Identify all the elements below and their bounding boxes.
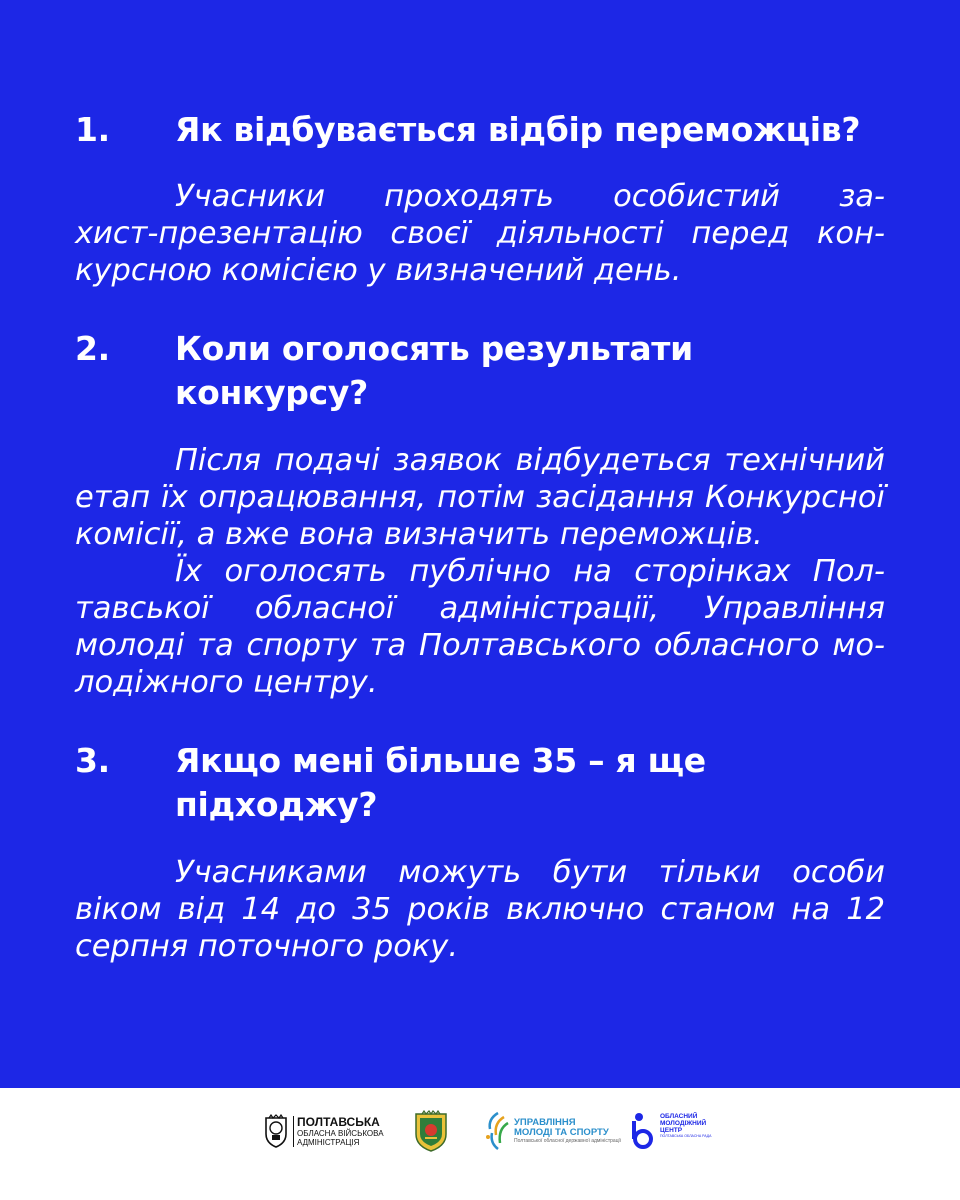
answer-line: молоді та спорту та Полтавського обласного мо-: [75, 628, 885, 663]
answer-line: лодіжного центру.: [75, 665, 378, 700]
logo-4-title-3: ЦЕНТР: [660, 1126, 683, 1134]
answer-line: комісії, а вже вона визначить переможців.: [75, 517, 763, 552]
answer-line: Учасники проходять особистий за-: [175, 179, 885, 214]
faq-question-2: [75, 327, 885, 415]
poltava-administration-logo: [263, 1106, 384, 1156]
youth-sport-department-logo: [484, 1106, 621, 1156]
answer-line: віком від 14 до 35 років включно станом на 12: [75, 892, 885, 927]
logo-4-title-2: МОЛОДІЖНИЙ: [660, 1119, 707, 1127]
answer-line: етап їх опрацювання, потім засідання Конкурсної: [75, 480, 885, 515]
logo-1-subtitle-2: АДМІНІСТРАЦІЯ: [297, 1137, 360, 1147]
answer-line: хист-презентацію своєї діяльності перед кон-: [75, 216, 885, 251]
faq-question-3: [75, 739, 885, 827]
regional-coat-of-arms-icon: [414, 1110, 448, 1152]
answer-line: Учасниками можуть бути тільки особи: [175, 855, 885, 890]
faq-answer-1: [75, 178, 885, 289]
answer-line: Їх оголосять публічно на сторінках Пол-: [175, 554, 885, 589]
youth-center-icon: [630, 1111, 658, 1151]
faq-question-text-1: Як відбувається відбір переможців?: [175, 110, 861, 149]
faq-number-3: 3.: [75, 741, 110, 780]
faq-answer-3: [75, 854, 885, 965]
logo-1-title: ПОЛТАВСЬКА: [297, 1114, 380, 1129]
faq-answer-2: [75, 442, 885, 701]
answer-line: серпня поточного року.: [75, 929, 459, 964]
answer-line: курсною комісією у визначений день.: [75, 253, 682, 288]
footer-logos: [0, 1088, 960, 1200]
answer-line: тавської обласної адміністрації, Управління: [75, 591, 885, 626]
youth-sport-swirl-icon: [484, 1111, 512, 1151]
faq-question-1: [75, 108, 885, 152]
faq-number-1: 1.: [75, 110, 110, 149]
logo-1-subtitle-1: ОБЛАСНА ВІЙСЬКОВА: [297, 1128, 384, 1138]
faq-question-text-3: Якщо мені більше 35 – я ще підходжу?: [175, 741, 706, 824]
logo-3-title-2: МОЛОДІ ТА СПОРТУ: [514, 1127, 609, 1138]
poltava-coat-icon: [263, 1114, 289, 1148]
faq-number-2: 2.: [75, 329, 110, 368]
logo-4-title-1: ОБЛАСНИЙ: [660, 1112, 698, 1120]
logo-4-subtitle: ПОЛТАВСЬКА ОБЛАСНА РАДА: [660, 1133, 712, 1138]
logo-3-title-1: УПРАВЛІННЯ: [514, 1117, 576, 1128]
logo-3-subtitle: Полтавської обласної державної адміністрації: [514, 1138, 622, 1144]
faq-content: [75, 100, 885, 965]
answer-line: Після подачі заявок відбудеться технічний: [175, 443, 885, 478]
regional-youth-center-logo: [630, 1106, 711, 1156]
faq-question-text-2: Коли оголосять результати конкурсу?: [175, 329, 693, 412]
regional-coat-logo: [414, 1106, 448, 1156]
